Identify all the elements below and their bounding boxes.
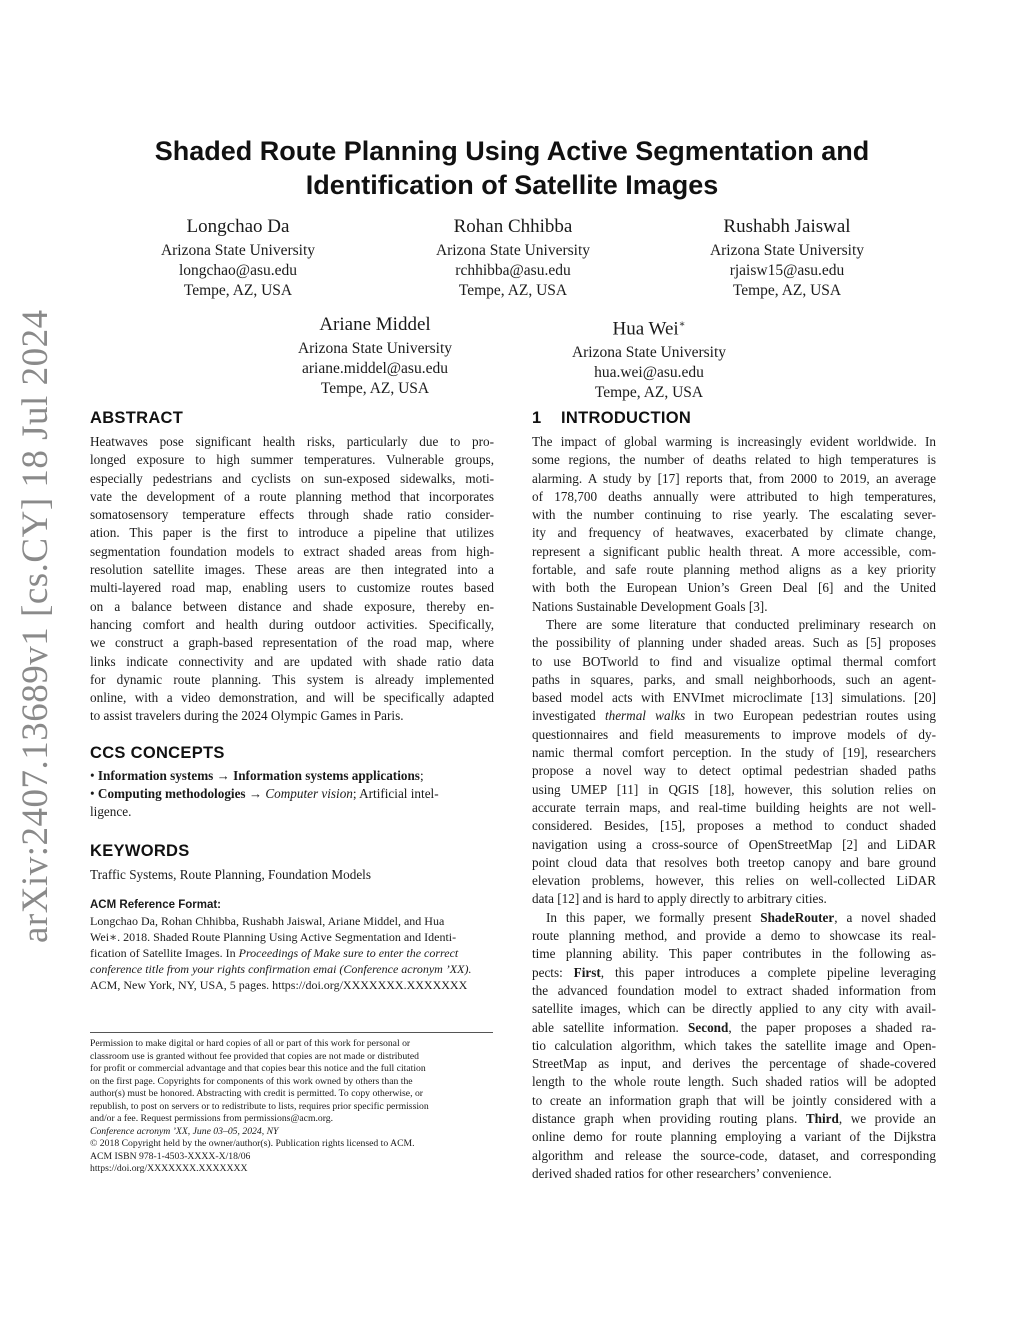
paragraph-line: ation. This paper is the first to introduce a pipeline that utilizes	[90, 525, 494, 541]
paragraph-line: republish, to post on servers or to redistribute to lists, requires prior specific permission	[90, 1100, 429, 1112]
text-run: able satellite information.	[532, 1019, 689, 1035]
ccs-term: Computing methodologies	[97, 786, 246, 802]
introduction-heading: 1 INTRODUCTION	[532, 409, 692, 427]
ccs-term: Information systems applications	[233, 767, 420, 783]
paragraph-line: with the number continuing to rise yearly. The escalating sever-	[532, 507, 936, 523]
paragraph-line: length to the whole route length. Such shaded ratios will be adopted	[532, 1074, 936, 1090]
author-name: Longchao Da	[186, 216, 290, 237]
author-email: longchao@asu.edu	[178, 262, 297, 279]
paragraph-line: vate the development of a route planning method that incorporates	[90, 488, 494, 504]
paragraph-line: There are some literature that conducted preliminary research on	[546, 616, 936, 632]
ccs-arrow: →	[213, 767, 234, 783]
paragraph-line: on the first page. Copyrights for components of this work owned by others than the	[90, 1075, 413, 1087]
paragraph-line: the possibility of planning under shaded areas. Such as [5] proposes	[532, 635, 936, 651]
emphasis: First	[573, 964, 601, 980]
paragraph-line: especially pedestrians and cyclists on sun-exposed sidewalks, moti-	[90, 470, 494, 486]
author-affiliation: Arizona State University	[160, 242, 316, 259]
reference-proceedings: conference title from your rights confirmation emai (Conference acronym ’XX).	[90, 961, 472, 976]
emphasis: thermal walks	[604, 708, 686, 724]
arxiv-identifier: arXiv:2407.13689v1 [cs.CY] 18 Jul 2024	[15, 309, 56, 943]
paragraph-line: Permission to make digital or hard copies of all or part of this work for personal or	[90, 1038, 411, 1049]
paragraph-line: data [12] and is hard to apply directly to arbitrary cities.	[532, 891, 827, 907]
paragraph-line	[532, 707, 936, 725]
paragraph-line: considered. Besides, [15], proposes a method to conduct shaded	[532, 818, 936, 834]
reference-line: Wei∗. 2018. Shaded Route Planning Using Active Segmentation and Identi-	[90, 929, 457, 944]
paragraph-line: navigation using a cross-source of OpenStreetMap [2] and LiDAR	[532, 836, 936, 852]
paragraph-line: to use BOTworld to find and visualize optimal thermal comfort	[532, 653, 936, 669]
paragraph-line: author(s) must be honored. Abstracting with credit is permitted. To copy otherwise, or	[90, 1088, 424, 1099]
corresponding-mark: ∗	[678, 319, 686, 330]
paragraph-line	[532, 1019, 936, 1037]
paragraph-line: on a balance between distance and shade exposure, thereby en-	[90, 598, 494, 614]
reference-proceedings: Proceedings of Make sure to enter the correct	[238, 945, 459, 960]
paragraph-line: and/or a fee. Request permissions from permissions@acm.org.	[90, 1113, 334, 1124]
copyright-line: © 2018 Copyright held by the owner/author(s). Publication rights licensed to ACM.	[90, 1138, 415, 1149]
permission-text	[90, 1038, 494, 1126]
ccs-term: Information systems	[97, 767, 214, 783]
paragraph-line: based model acts with ENVImet microclimate [13] simulations. [20]	[532, 690, 936, 706]
text-run: , we provide an	[838, 1110, 936, 1126]
ccs-term: ; Artificial intel-	[352, 786, 439, 802]
paragraph-line: tio calculation algorithm, which takes the satellite image and Open-	[532, 1037, 936, 1053]
paragraph-line: some regions, the number of deaths related to high temperatures is	[532, 452, 936, 468]
paragraph-line: accurate terrain maps, and real-time building heights are not well-	[532, 799, 936, 815]
paragraph-line: propose a novel way to detect optimal pedestrian shaded paths	[532, 763, 936, 779]
paragraph-line: segmentation foundation models to extract shaded areas from high-	[90, 543, 494, 559]
author-name-block	[529, 313, 769, 341]
reference-line	[90, 945, 494, 961]
intro-paragraph-3	[532, 909, 936, 1183]
paragraph-line: to assist travelers during the 2024 Olympic Games in Paris.	[90, 708, 404, 724]
author-affiliation: Arizona State University	[297, 340, 453, 357]
paragraph-line: links indicate connectivity and are updated with shade ratio data	[90, 653, 494, 669]
right-column	[532, 408, 936, 1183]
text-run: , a novel shaded	[834, 909, 936, 925]
conference-info: Conference acronym ’XX, June 03–05, 2024, NY	[90, 1125, 279, 1137]
author-name: Rushabh Jaiswal	[723, 216, 851, 237]
paragraph-line: alarming. A study by [17] reports that, from 2000 to 2019, an average	[532, 470, 936, 486]
ccs-punct: ;	[419, 767, 424, 783]
paragraph-line: Heatwaves pose significant health risks, particularly due to pro-	[90, 434, 494, 449]
paragraph-line: Nations Sustainable Development Goals [3].	[532, 598, 768, 614]
paragraph-line: the advanced foundation model to extract shaded information from	[532, 982, 936, 998]
text-run: In this paper, we formally present	[546, 909, 761, 925]
author-affiliation: Arizona State University	[709, 242, 865, 259]
paragraph-line: ity and frequency of heatwaves, exacerbated by climate change,	[532, 525, 936, 541]
intro-paragraph-1	[532, 433, 936, 616]
reference-doi-link[interactable]: ACM, New York, NY, USA, 5 pages. https://doi.org/XXXXXXX.XXXXXXX	[90, 977, 468, 992]
text-run: pects:	[532, 964, 574, 980]
keywords-heading: KEYWORDS	[90, 841, 190, 860]
ccs-continuation: ligence.	[90, 804, 132, 820]
paragraph-line: questionnaires and field measurements to improve models of dy-	[532, 726, 936, 742]
text-run: distance graph when providing routing plans.	[532, 1110, 806, 1126]
emphasis: Third	[805, 1110, 839, 1126]
author-email: hua.wei@asu.edu	[594, 364, 704, 382]
text-run: , the paper proposes a shaded ra-	[728, 1019, 936, 1035]
text-run: in two European pedestrian routes using	[685, 708, 936, 724]
emphasis: Second	[688, 1019, 729, 1035]
ccs-heading: CCS CONCEPTS	[90, 743, 225, 762]
author-location: Tempe, AZ, USA	[732, 282, 842, 299]
system-name: ShadeRouter	[760, 909, 835, 925]
isbn-line: ACM ISBN 978-1-4503-XXXX-X/18/06	[90, 1150, 251, 1162]
acm-reference	[90, 897, 494, 993]
author-name: Hua Wei	[612, 318, 679, 340]
paragraph-line: algorithm and release the source-code, dataset, and corresponding	[532, 1147, 936, 1163]
paragraph-line: paths in squares, parks, and small neighborhoods, such an agent-	[532, 671, 936, 687]
paragraph-line: fortable, and safe route planning method aligns as a key priority	[532, 562, 936, 578]
author-block	[393, 215, 633, 301]
left-column	[90, 408, 494, 993]
reference-line: Longchao Da, Rohan Chhibba, Rushabh Jaiswal, Ariane Middel, and Hua	[90, 913, 445, 928]
author-block	[118, 215, 358, 301]
paragraph-line: to create an information graph that will be jointly considered with a	[532, 1092, 936, 1108]
reference-text: fication of Satellite Images. In	[90, 945, 239, 960]
text-run: investigated	[532, 708, 605, 724]
author-block	[667, 215, 907, 301]
author-location: Tempe, AZ, USA	[320, 380, 430, 397]
keywords-text: Traffic Systems, Route Planning, Foundation Models	[90, 866, 371, 882]
author-block	[529, 313, 769, 403]
paragraph-line: using UMEP [11] in QGIS [18], however, this solution relies on	[532, 781, 936, 797]
author-affiliation: Arizona State University	[435, 242, 591, 259]
paragraph-line: satellite images, which can be directly applied to any city with avail-	[532, 1001, 936, 1017]
acm-reference-text	[90, 913, 494, 993]
footnote-divider	[90, 1032, 493, 1033]
text-run: , this paper introduces a complete pipeline leveraging	[600, 964, 936, 980]
abstract-text	[90, 433, 494, 726]
paragraph-line: The impact of global warming is increasingly evident worldwide. In	[532, 434, 936, 449]
paragraph-line: derived shaded ratios for other researchers’ convenience.	[532, 1165, 832, 1181]
acm-reference-heading: ACM Reference Format:	[90, 898, 221, 911]
intro-paragraph-2	[532, 616, 936, 909]
author-email: ariane.middel@asu.edu	[302, 360, 448, 377]
ccs-arrow: →	[245, 786, 266, 802]
paragraph-line: resolution satellite images. These areas are then integrated into a	[90, 562, 494, 578]
paragraph-line	[532, 964, 936, 982]
paragraph-line: with both the European Union’s Green Deal [6] and the United	[532, 580, 936, 596]
paper-title	[100, 134, 924, 202]
author-location: Tempe, AZ, USA	[183, 282, 293, 299]
abstract-heading: ABSTRACT	[90, 409, 184, 427]
doi-link[interactable]: https://doi.org/XXXXXXX.XXXXXXX	[90, 1163, 248, 1174]
paragraph-line: for dynamic route planning. This system is already implemented	[90, 671, 494, 687]
paragraph-line: time planning ability. This paper contributes in the following as-	[532, 946, 936, 962]
author-name: Ariane Middel	[319, 314, 431, 335]
paragraph-line: represent a significant public health threat. A more accessible, com-	[532, 543, 936, 559]
ccs-concepts: • Information systems → Information systems applications; • Computing methodologies → Computer vision; Artificial intel- ligence.	[90, 767, 494, 822]
author-block	[255, 313, 495, 399]
ccs-term: Computer vision	[265, 786, 353, 802]
paragraph-line: online demo for route planning employing a variant of the Dijkstra	[532, 1129, 936, 1145]
author-email: rjaisw15@asu.edu	[729, 262, 845, 279]
paragraph-line: StreetMap as input, and derives the percentage of shade-covered	[532, 1056, 936, 1072]
paragraph-line: namic thermal comfort perception. In the study of [19], researchers	[532, 745, 936, 761]
paragraph-line: for profit or commercial advantage and that copies bear this notice and the full citation	[90, 1063, 426, 1074]
paragraph-line: multi-layered road map, enabling users to customize routes based	[90, 580, 494, 596]
paragraph-line: route planning method, and provide a demo to showcase its real-	[532, 928, 936, 944]
paragraph-line: somatosensory temperature effects through shade ratio consider-	[90, 507, 494, 523]
paragraph-line: of 178,700 deaths annually were attributed to high temperatures,	[532, 488, 936, 504]
title-line-2: Identification of Satellite Images	[305, 170, 719, 200]
author-affiliation: Arizona State University	[571, 344, 727, 362]
title-line-1: Shaded Route Planning Using Active Segmentation and	[154, 136, 870, 166]
paragraph-line: online, with a video demonstration, and will be specifically adapted	[90, 690, 494, 706]
paragraph-line	[532, 909, 936, 927]
author-name: Rohan Chhibba	[453, 216, 573, 237]
paragraph-line: classroom use is granted without fee provided that copies are not made or distributed	[90, 1050, 420, 1062]
paragraph-line: hancing comfort and health during outdoor activities. Specifically,	[90, 616, 494, 632]
paragraph-line: point cloud data that resolves both treetop canopy and bare ground	[532, 854, 936, 870]
paragraph-line: we construct a graph-based representation of the road map, where	[90, 635, 494, 651]
author-location: Tempe, AZ, USA	[458, 282, 568, 299]
paragraph-line: longed exposure to high summer temperatures. Vulnerable groups,	[90, 452, 494, 468]
paragraph-line	[532, 1110, 936, 1128]
reference-line	[90, 961, 494, 977]
paragraph-line: elevation problems, however, this relies on well-collected LiDAR	[532, 873, 936, 889]
permission-notice	[90, 1038, 494, 1176]
author-email: rchhibba@asu.edu	[455, 262, 571, 279]
author-location: Tempe, AZ, USA	[594, 384, 704, 402]
